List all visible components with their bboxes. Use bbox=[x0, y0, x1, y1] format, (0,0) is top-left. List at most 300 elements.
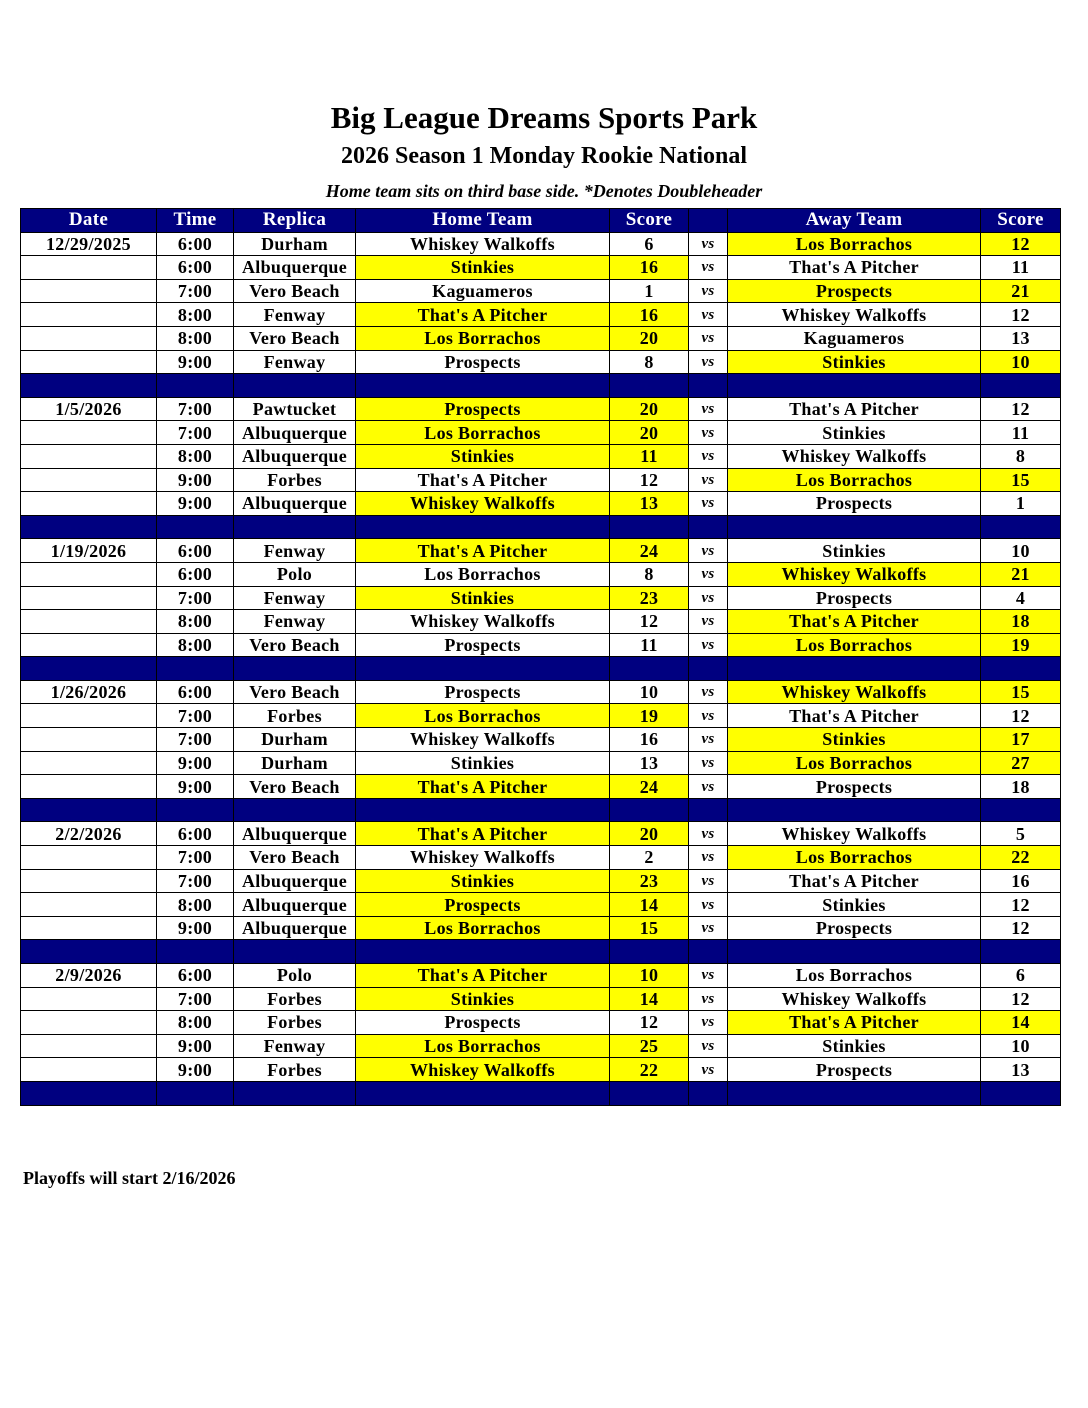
home-score-cell: 20 bbox=[610, 397, 689, 421]
column-header: Replica bbox=[234, 209, 356, 233]
replica-cell: Polo bbox=[234, 562, 356, 586]
away-score-cell: 11 bbox=[981, 421, 1061, 445]
date-cell: 1/5/2026 bbox=[21, 397, 157, 421]
day-separator-row bbox=[21, 1081, 1061, 1105]
separator-cell bbox=[610, 374, 689, 398]
away-score-cell: 27 bbox=[981, 751, 1061, 775]
table-row bbox=[21, 444, 1061, 468]
away-score-cell: 12 bbox=[981, 704, 1061, 728]
separator-cell bbox=[981, 940, 1061, 964]
away-score-cell: 21 bbox=[981, 562, 1061, 586]
page-subtitle: 2026 Season 1 Monday Rookie National bbox=[340, 143, 748, 169]
home-score-cell: 14 bbox=[610, 987, 689, 1011]
away-team-cell: Whiskey Walkoffs bbox=[728, 562, 981, 586]
vs-cell: vs bbox=[689, 279, 728, 303]
away-team-cell: That's A Pitcher bbox=[728, 397, 981, 421]
separator-cell bbox=[981, 515, 1061, 539]
away-team-cell: Los Borrachos bbox=[728, 846, 981, 870]
table-row bbox=[21, 492, 1061, 516]
home-score-cell: 24 bbox=[610, 539, 689, 563]
vs-cell: vs bbox=[689, 610, 728, 634]
separator-cell bbox=[981, 798, 1061, 822]
home-team-cell: Los Borrachos bbox=[356, 704, 610, 728]
date-cell bbox=[21, 279, 157, 303]
date-cell bbox=[21, 256, 157, 280]
away-score-cell: 12 bbox=[981, 303, 1061, 327]
away-score-cell: 13 bbox=[981, 326, 1061, 350]
home-score-cell: 2 bbox=[610, 846, 689, 870]
separator-cell bbox=[157, 1081, 234, 1105]
vs-cell: vs bbox=[689, 728, 728, 752]
home-team-cell: Stinkies bbox=[356, 444, 610, 468]
home-score-cell: 19 bbox=[610, 704, 689, 728]
table-row bbox=[21, 232, 1061, 256]
table-row bbox=[21, 468, 1061, 492]
home-score-cell: 16 bbox=[610, 728, 689, 752]
away-score-cell: 10 bbox=[981, 1034, 1061, 1058]
home-team-cell: That's A Pitcher bbox=[356, 468, 610, 492]
time-cell: 6:00 bbox=[157, 256, 234, 280]
vs-cell: vs bbox=[689, 444, 728, 468]
vs-cell: vs bbox=[689, 633, 728, 657]
time-cell: 8:00 bbox=[157, 326, 234, 350]
away-score-cell: 12 bbox=[981, 232, 1061, 256]
home-team-cell: Kaguameros bbox=[356, 279, 610, 303]
vs-cell: vs bbox=[689, 987, 728, 1011]
away-team-cell: Los Borrachos bbox=[728, 232, 981, 256]
replica-cell: Albuquerque bbox=[234, 893, 356, 917]
home-score-cell: 11 bbox=[610, 444, 689, 468]
replica-cell: Forbes bbox=[234, 987, 356, 1011]
away-team-cell: That's A Pitcher bbox=[728, 1011, 981, 1035]
separator-cell bbox=[689, 940, 728, 964]
column-header: Score bbox=[981, 209, 1061, 233]
home-score-cell: 12 bbox=[610, 610, 689, 634]
time-cell: 9:00 bbox=[157, 775, 234, 799]
separator-cell bbox=[356, 940, 610, 964]
away-score-cell: 12 bbox=[981, 893, 1061, 917]
away-team-cell: Stinkies bbox=[728, 893, 981, 917]
replica-cell: Forbes bbox=[234, 468, 356, 492]
separator-cell bbox=[689, 515, 728, 539]
home-team-cell: Stinkies bbox=[356, 751, 610, 775]
home-score-cell: 13 bbox=[610, 751, 689, 775]
date-cell bbox=[21, 987, 157, 1011]
time-cell: 9:00 bbox=[157, 492, 234, 516]
table-row bbox=[21, 1058, 1061, 1082]
table-row bbox=[21, 562, 1061, 586]
separator-cell bbox=[234, 515, 356, 539]
away-team-cell: Prospects bbox=[728, 586, 981, 610]
date-cell bbox=[21, 751, 157, 775]
time-cell: 7:00 bbox=[157, 869, 234, 893]
vs-cell: vs bbox=[689, 303, 728, 327]
time-cell: 9:00 bbox=[157, 1034, 234, 1058]
separator-cell bbox=[21, 657, 157, 681]
separator-cell bbox=[728, 657, 981, 681]
separator-cell bbox=[728, 1081, 981, 1105]
home-team-cell: That's A Pitcher bbox=[356, 775, 610, 799]
home-score-cell: 20 bbox=[610, 326, 689, 350]
replica-cell: Forbes bbox=[234, 1011, 356, 1035]
date-cell bbox=[21, 846, 157, 870]
table-row bbox=[21, 822, 1061, 846]
separator-cell bbox=[610, 798, 689, 822]
table-row bbox=[21, 421, 1061, 445]
separator-cell bbox=[157, 515, 234, 539]
home-team-cell: Stinkies bbox=[356, 869, 610, 893]
home-score-cell: 1 bbox=[610, 279, 689, 303]
home-team-cell: Stinkies bbox=[356, 256, 610, 280]
separator-cell bbox=[728, 374, 981, 398]
separator-cell bbox=[157, 940, 234, 964]
separator-cell bbox=[356, 374, 610, 398]
time-cell: 6:00 bbox=[157, 680, 234, 704]
replica-cell: Forbes bbox=[234, 1058, 356, 1082]
home-team-cell: Whiskey Walkoffs bbox=[356, 492, 610, 516]
day-separator-row bbox=[21, 374, 1061, 398]
date-cell bbox=[21, 350, 157, 374]
away-score-cell: 12 bbox=[981, 397, 1061, 421]
time-cell: 9:00 bbox=[157, 916, 234, 940]
table-row bbox=[21, 279, 1061, 303]
replica-cell: Fenway bbox=[234, 303, 356, 327]
vs-cell: vs bbox=[689, 421, 728, 445]
away-score-cell: 12 bbox=[981, 987, 1061, 1011]
home-score-cell: 10 bbox=[610, 964, 689, 988]
away-team-cell: Whiskey Walkoffs bbox=[728, 444, 981, 468]
home-score-cell: 10 bbox=[610, 680, 689, 704]
separator-cell bbox=[356, 1081, 610, 1105]
time-cell: 9:00 bbox=[157, 350, 234, 374]
date-cell: 1/26/2026 bbox=[21, 680, 157, 704]
separator-cell bbox=[728, 515, 981, 539]
vs-cell: vs bbox=[689, 704, 728, 728]
separator-cell bbox=[157, 374, 234, 398]
away-score-cell: 8 bbox=[981, 444, 1061, 468]
time-cell: 9:00 bbox=[157, 751, 234, 775]
separator-cell bbox=[356, 798, 610, 822]
date-cell bbox=[21, 916, 157, 940]
home-team-cell: Prospects bbox=[356, 1011, 610, 1035]
separator-cell bbox=[356, 515, 610, 539]
vs-cell: vs bbox=[689, 916, 728, 940]
separator-cell bbox=[689, 1081, 728, 1105]
home-team-cell: Los Borrachos bbox=[356, 421, 610, 445]
home-score-cell: 12 bbox=[610, 1011, 689, 1035]
vs-cell: vs bbox=[689, 1034, 728, 1058]
day-separator-row bbox=[21, 657, 1061, 681]
home-team-cell: Whiskey Walkoffs bbox=[356, 610, 610, 634]
home-score-cell: 15 bbox=[610, 916, 689, 940]
away-team-cell: Whiskey Walkoffs bbox=[728, 822, 981, 846]
separator-cell bbox=[21, 940, 157, 964]
table-row bbox=[21, 350, 1061, 374]
away-score-cell: 18 bbox=[981, 610, 1061, 634]
column-header: Score bbox=[610, 209, 689, 233]
replica-cell: Vero Beach bbox=[234, 846, 356, 870]
vs-cell: vs bbox=[689, 350, 728, 374]
separator-cell bbox=[689, 657, 728, 681]
away-score-cell: 12 bbox=[981, 916, 1061, 940]
day-separator-row bbox=[21, 940, 1061, 964]
home-score-cell: 13 bbox=[610, 492, 689, 516]
column-header: Away Team bbox=[728, 209, 981, 233]
table-row bbox=[21, 893, 1061, 917]
date-cell bbox=[21, 869, 157, 893]
home-score-cell: 16 bbox=[610, 303, 689, 327]
separator-cell bbox=[234, 940, 356, 964]
replica-cell: Albuquerque bbox=[234, 869, 356, 893]
time-cell: 7:00 bbox=[157, 846, 234, 870]
page-title: Big League Dreams Sports Park bbox=[330, 100, 758, 135]
table-row bbox=[21, 916, 1061, 940]
away-score-cell: 22 bbox=[981, 846, 1061, 870]
vs-cell: vs bbox=[689, 1058, 728, 1082]
table-row bbox=[21, 326, 1061, 350]
time-cell: 8:00 bbox=[157, 610, 234, 634]
time-cell: 6:00 bbox=[157, 232, 234, 256]
time-cell: 8:00 bbox=[157, 893, 234, 917]
home-team-cell: Whiskey Walkoffs bbox=[356, 846, 610, 870]
date-cell: 2/2/2026 bbox=[21, 822, 157, 846]
away-team-cell: Stinkies bbox=[728, 421, 981, 445]
away-team-cell: That's A Pitcher bbox=[728, 256, 981, 280]
replica-cell: Albuquerque bbox=[234, 822, 356, 846]
separator-cell bbox=[21, 515, 157, 539]
time-cell: 6:00 bbox=[157, 822, 234, 846]
table-row bbox=[21, 256, 1061, 280]
separator-cell bbox=[610, 940, 689, 964]
date-cell bbox=[21, 562, 157, 586]
vs-cell: vs bbox=[689, 468, 728, 492]
replica-cell: Fenway bbox=[234, 610, 356, 634]
home-score-cell: 8 bbox=[610, 562, 689, 586]
home-score-cell: 11 bbox=[610, 633, 689, 657]
date-cell bbox=[21, 1034, 157, 1058]
home-score-cell: 6 bbox=[610, 232, 689, 256]
vs-cell: vs bbox=[689, 893, 728, 917]
separator-cell bbox=[981, 657, 1061, 681]
vs-cell: vs bbox=[689, 775, 728, 799]
time-cell: 9:00 bbox=[157, 1058, 234, 1082]
away-score-cell: 18 bbox=[981, 775, 1061, 799]
date-cell bbox=[21, 633, 157, 657]
time-cell: 7:00 bbox=[157, 586, 234, 610]
home-team-cell: Prospects bbox=[356, 680, 610, 704]
schedule-table bbox=[20, 208, 1061, 1106]
separator-cell bbox=[234, 1081, 356, 1105]
time-cell: 7:00 bbox=[157, 987, 234, 1011]
away-score-cell: 4 bbox=[981, 586, 1061, 610]
home-score-cell: 14 bbox=[610, 893, 689, 917]
home-score-cell: 12 bbox=[610, 468, 689, 492]
away-team-cell: Los Borrachos bbox=[728, 964, 981, 988]
away-team-cell: Kaguameros bbox=[728, 326, 981, 350]
time-cell: 8:00 bbox=[157, 633, 234, 657]
time-cell: 7:00 bbox=[157, 421, 234, 445]
home-team-cell: Los Borrachos bbox=[356, 326, 610, 350]
time-cell: 8:00 bbox=[157, 444, 234, 468]
table-row bbox=[21, 610, 1061, 634]
time-cell: 6:00 bbox=[157, 964, 234, 988]
replica-cell: Albuquerque bbox=[234, 492, 356, 516]
home-team-cell: Stinkies bbox=[356, 987, 610, 1011]
table-row bbox=[21, 728, 1061, 752]
date-cell bbox=[21, 303, 157, 327]
away-team-cell: Whiskey Walkoffs bbox=[728, 987, 981, 1011]
table-row bbox=[21, 397, 1061, 421]
separator-cell bbox=[157, 798, 234, 822]
away-team-cell: Whiskey Walkoffs bbox=[728, 303, 981, 327]
date-cell bbox=[21, 728, 157, 752]
replica-cell: Durham bbox=[234, 751, 356, 775]
away-team-cell: Los Borrachos bbox=[728, 751, 981, 775]
away-score-cell: 14 bbox=[981, 1011, 1061, 1035]
replica-cell: Albuquerque bbox=[234, 256, 356, 280]
date-cell bbox=[21, 586, 157, 610]
separator-cell bbox=[21, 798, 157, 822]
home-team-cell: Whiskey Walkoffs bbox=[356, 728, 610, 752]
home-score-cell: 20 bbox=[610, 421, 689, 445]
date-cell bbox=[21, 492, 157, 516]
separator-cell bbox=[610, 657, 689, 681]
table-row bbox=[21, 586, 1061, 610]
time-cell: 8:00 bbox=[157, 1011, 234, 1035]
separator-cell bbox=[728, 798, 981, 822]
away-score-cell: 17 bbox=[981, 728, 1061, 752]
home-team-cell: Whiskey Walkoffs bbox=[356, 232, 610, 256]
table-row bbox=[21, 680, 1061, 704]
away-score-cell: 1 bbox=[981, 492, 1061, 516]
table-row bbox=[21, 775, 1061, 799]
home-score-cell: 22 bbox=[610, 1058, 689, 1082]
away-score-cell: 16 bbox=[981, 869, 1061, 893]
separator-cell bbox=[157, 657, 234, 681]
date-cell bbox=[21, 704, 157, 728]
table-row bbox=[21, 1011, 1061, 1035]
home-team-cell: Los Borrachos bbox=[356, 916, 610, 940]
separator-cell bbox=[21, 374, 157, 398]
table-row bbox=[21, 633, 1061, 657]
replica-cell: Vero Beach bbox=[234, 279, 356, 303]
away-score-cell: 5 bbox=[981, 822, 1061, 846]
away-team-cell: Prospects bbox=[728, 916, 981, 940]
replica-cell: Polo bbox=[234, 964, 356, 988]
away-score-cell: 15 bbox=[981, 680, 1061, 704]
date-cell: 1/19/2026 bbox=[21, 539, 157, 563]
table-row bbox=[21, 303, 1061, 327]
home-score-cell: 23 bbox=[610, 586, 689, 610]
vs-cell: vs bbox=[689, 492, 728, 516]
vs-cell: vs bbox=[689, 326, 728, 350]
away-team-cell: Stinkies bbox=[728, 350, 981, 374]
home-team-cell: Stinkies bbox=[356, 586, 610, 610]
vs-cell: vs bbox=[689, 1011, 728, 1035]
date-cell bbox=[21, 610, 157, 634]
separator-cell bbox=[610, 1081, 689, 1105]
vs-cell: vs bbox=[689, 869, 728, 893]
vs-cell: vs bbox=[689, 397, 728, 421]
day-separator-row bbox=[21, 515, 1061, 539]
replica-cell: Fenway bbox=[234, 539, 356, 563]
table-row bbox=[21, 704, 1061, 728]
home-team-cell: Los Borrachos bbox=[356, 1034, 610, 1058]
home-score-cell: 16 bbox=[610, 256, 689, 280]
home-team-cell: That's A Pitcher bbox=[356, 303, 610, 327]
table-row bbox=[21, 1034, 1061, 1058]
away-team-cell: That's A Pitcher bbox=[728, 869, 981, 893]
table-row bbox=[21, 539, 1061, 563]
table-row bbox=[21, 869, 1061, 893]
replica-cell: Vero Beach bbox=[234, 633, 356, 657]
replica-cell: Vero Beach bbox=[234, 680, 356, 704]
vs-cell: vs bbox=[689, 751, 728, 775]
vs-cell: vs bbox=[689, 256, 728, 280]
home-team-cell: Whiskey Walkoffs bbox=[356, 1058, 610, 1082]
time-cell: 7:00 bbox=[157, 728, 234, 752]
date-cell bbox=[21, 1011, 157, 1035]
home-score-cell: 8 bbox=[610, 350, 689, 374]
away-team-cell: Stinkies bbox=[728, 728, 981, 752]
away-team-cell: That's A Pitcher bbox=[728, 704, 981, 728]
home-team-cell: Prospects bbox=[356, 397, 610, 421]
replica-cell: Fenway bbox=[234, 586, 356, 610]
date-cell bbox=[21, 893, 157, 917]
replica-cell: Fenway bbox=[234, 1034, 356, 1058]
home-score-cell: 25 bbox=[610, 1034, 689, 1058]
separator-cell bbox=[610, 515, 689, 539]
replica-cell: Vero Beach bbox=[234, 326, 356, 350]
table-row bbox=[21, 751, 1061, 775]
separator-cell bbox=[689, 374, 728, 398]
vs-cell: vs bbox=[689, 822, 728, 846]
home-team-cell: That's A Pitcher bbox=[356, 822, 610, 846]
home-score-cell: 23 bbox=[610, 869, 689, 893]
date-cell bbox=[21, 468, 157, 492]
home-team-cell: That's A Pitcher bbox=[356, 964, 610, 988]
time-cell: 9:00 bbox=[157, 468, 234, 492]
away-team-cell: Whiskey Walkoffs bbox=[728, 680, 981, 704]
table-header-row bbox=[21, 209, 1061, 233]
separator-cell bbox=[356, 657, 610, 681]
away-score-cell: 15 bbox=[981, 468, 1061, 492]
day-separator-row bbox=[21, 798, 1061, 822]
vs-cell: vs bbox=[689, 562, 728, 586]
date-cell bbox=[21, 421, 157, 445]
separator-cell bbox=[689, 798, 728, 822]
replica-cell: Albuquerque bbox=[234, 421, 356, 445]
away-score-cell: 6 bbox=[981, 964, 1061, 988]
date-cell bbox=[21, 775, 157, 799]
time-cell: 8:00 bbox=[157, 303, 234, 327]
column-header: Date bbox=[21, 209, 157, 233]
replica-cell: Albuquerque bbox=[234, 444, 356, 468]
separator-cell bbox=[728, 940, 981, 964]
away-team-cell: Prospects bbox=[728, 775, 981, 799]
time-cell: 7:00 bbox=[157, 279, 234, 303]
away-team-cell: That's A Pitcher bbox=[728, 610, 981, 634]
date-cell bbox=[21, 1058, 157, 1082]
vs-cell: vs bbox=[689, 539, 728, 563]
separator-cell bbox=[234, 798, 356, 822]
away-score-cell: 10 bbox=[981, 350, 1061, 374]
table-row bbox=[21, 987, 1061, 1011]
replica-cell: Vero Beach bbox=[234, 775, 356, 799]
footer-note: Playoffs will start 2/16/2026 bbox=[23, 1168, 236, 1188]
away-team-cell: Prospects bbox=[728, 1058, 981, 1082]
replica-cell: Pawtucket bbox=[234, 397, 356, 421]
